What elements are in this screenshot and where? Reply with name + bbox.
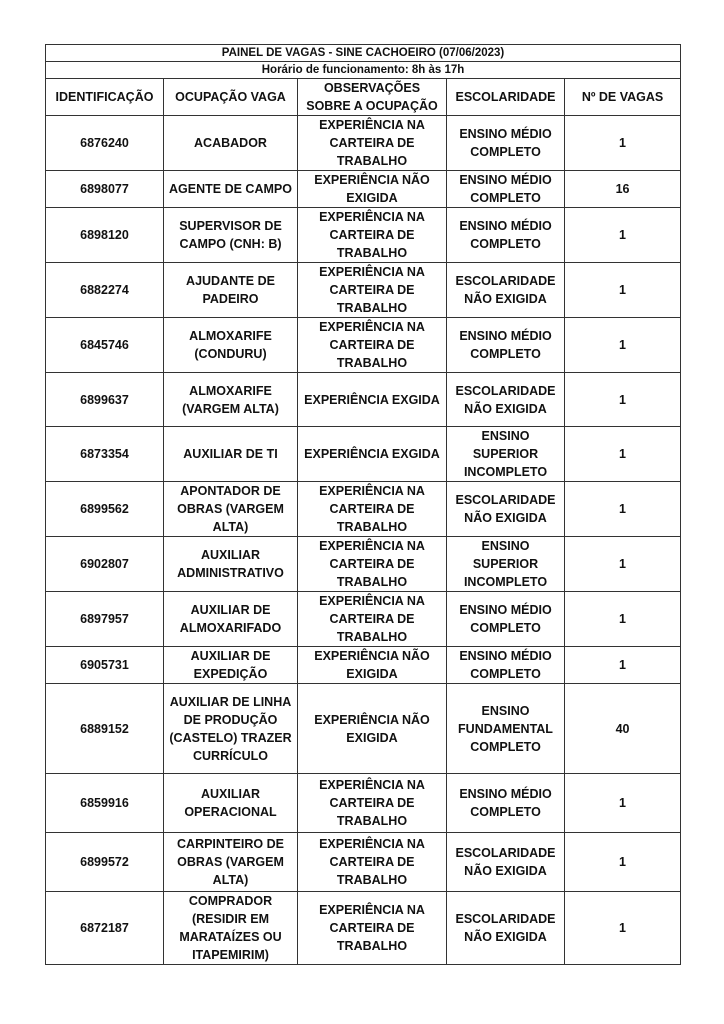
table-row <box>46 373 681 427</box>
row-id: 6898077 <box>46 171 164 208</box>
row-vacancies: 1 <box>565 647 681 684</box>
row-vacancies: 1 <box>565 208 681 263</box>
row-observation: EXPERIÊNCIA EXGIDA <box>298 427 447 482</box>
table-row <box>46 482 681 537</box>
row-vacancies: 16 <box>565 171 681 208</box>
column-header-id: IDENTIFICAÇÃO <box>46 79 164 116</box>
panel-title: PAINEL DE VAGAS - SINE CACHOEIRO (07/06/2023) <box>46 45 681 62</box>
row-education: ENSINO MÉDIO COMPLETO <box>447 318 565 373</box>
table-row <box>46 318 681 373</box>
opening-hours: Horário de funcionamento: 8h às 17h <box>46 62 681 79</box>
row-occupation: AUXILIAR DE ALMOXARIFADO <box>164 592 298 647</box>
table-row <box>46 592 681 647</box>
table-row <box>46 116 681 171</box>
table-row <box>46 427 681 482</box>
row-occupation: AUXILIAR ADMINISTRATIVO <box>164 537 298 592</box>
row-education: ESCOLARIDADE NÃO EXIGIDA <box>447 833 565 892</box>
row-vacancies: 1 <box>565 263 681 318</box>
table-row <box>46 774 681 833</box>
row-vacancies: 1 <box>565 482 681 537</box>
row-education: ENSINO SUPERIOR INCOMPLETO <box>447 537 565 592</box>
row-observation: EXPERIÊNCIA NA CARTEIRA DE TRABALHO <box>298 892 447 965</box>
row-observation: EXPERIÊNCIA NA CARTEIRA DE TRABALHO <box>298 208 447 263</box>
row-id: 6898120 <box>46 208 164 263</box>
row-id: 6859916 <box>46 774 164 833</box>
row-observation: EXPERIÊNCIA NA CARTEIRA DE TRABALHO <box>298 482 447 537</box>
header-row <box>46 79 681 116</box>
row-occupation: AGENTE DE CAMPO <box>164 171 298 208</box>
column-header-vacancies: Nº DE VAGAS <box>565 79 681 116</box>
row-vacancies: 1 <box>565 537 681 592</box>
row-observation: EXPERIÊNCIA NA CARTEIRA DE TRABALHO <box>298 318 447 373</box>
row-observation: EXPERIÊNCIA NA CARTEIRA DE TRABALHO <box>298 592 447 647</box>
row-education: ESCOLARIDADE NÃO EXIGIDA <box>447 373 565 427</box>
row-occupation: AJUDANTE DE PADEIRO <box>164 263 298 318</box>
row-observation: EXPERIÊNCIA NA CARTEIRA DE TRABALHO <box>298 774 447 833</box>
row-occupation: COMPRADOR (RESIDIR EM MARATAÍZES OU ITAPEMIRIM) <box>164 892 298 965</box>
row-vacancies: 1 <box>565 373 681 427</box>
row-education: ENSINO FUNDAMENTAL COMPLETO <box>447 684 565 774</box>
row-id: 6889152 <box>46 684 164 774</box>
table-row <box>46 537 681 592</box>
row-observation: EXPERIÊNCIA NÃO EXIGIDA <box>298 171 447 208</box>
row-id: 6899637 <box>46 373 164 427</box>
row-observation: EXPERIÊNCIA NA CARTEIRA DE TRABALHO <box>298 116 447 171</box>
row-occupation: CARPINTEIRO DE OBRAS (VARGEM ALTA) <box>164 833 298 892</box>
table-row <box>46 647 681 684</box>
column-header-observations: OBSERVAÇÕES SOBRE A OCUPAÇÃO <box>298 79 447 116</box>
row-education: ESCOLARIDADE NÃO EXIGIDA <box>447 263 565 318</box>
row-education: ENSINO MÉDIO COMPLETO <box>447 171 565 208</box>
row-id: 6902807 <box>46 537 164 592</box>
table-row <box>46 171 681 208</box>
row-id: 6873354 <box>46 427 164 482</box>
row-observation: EXPERIÊNCIA NA CARTEIRA DE TRABALHO <box>298 263 447 318</box>
row-observation: EXPERIÊNCIA NÃO EXIGIDA <box>298 647 447 684</box>
column-header-occupation: OCUPAÇÃO VAGA <box>164 79 298 116</box>
row-education: ENSINO MÉDIO COMPLETO <box>447 592 565 647</box>
row-id: 6897957 <box>46 592 164 647</box>
table-row <box>46 208 681 263</box>
row-occupation: ALMOXARIFE (CONDURU) <box>164 318 298 373</box>
row-occupation: SUPERVISOR DE CAMPO (CNH: B) <box>164 208 298 263</box>
table-row <box>46 263 681 318</box>
row-vacancies: 1 <box>565 833 681 892</box>
row-occupation: AUXILIAR DE EXPEDIÇÃO <box>164 647 298 684</box>
row-id: 6905731 <box>46 647 164 684</box>
row-id: 6872187 <box>46 892 164 965</box>
row-vacancies: 1 <box>565 774 681 833</box>
row-observation: EXPERIÊNCIA NA CARTEIRA DE TRABALHO <box>298 833 447 892</box>
row-observation: EXPERIÊNCIA NÃO EXIGIDA <box>298 684 447 774</box>
row-vacancies: 1 <box>565 427 681 482</box>
row-education: ENSINO SUPERIOR INCOMPLETO <box>447 427 565 482</box>
title-row <box>46 45 681 62</box>
row-vacancies: 1 <box>565 116 681 171</box>
row-education: ESCOLARIDADE NÃO EXIGIDA <box>447 482 565 537</box>
hours-row <box>46 62 681 79</box>
row-vacancies: 1 <box>565 592 681 647</box>
row-education: ENSINO MÉDIO COMPLETO <box>447 116 565 171</box>
table-row <box>46 892 681 965</box>
row-id: 6882274 <box>46 263 164 318</box>
row-observation: EXPERIÊNCIA NA CARTEIRA DE TRABALHO <box>298 537 447 592</box>
row-occupation: APONTADOR DE OBRAS (VARGEM ALTA) <box>164 482 298 537</box>
row-id: 6899562 <box>46 482 164 537</box>
row-vacancies: 40 <box>565 684 681 774</box>
job-vacancies-table <box>45 44 681 965</box>
row-occupation: AUXILIAR DE TI <box>164 427 298 482</box>
row-vacancies: 1 <box>565 892 681 965</box>
row-occupation: ALMOXARIFE (VARGEM ALTA) <box>164 373 298 427</box>
row-education: ENSINO MÉDIO COMPLETO <box>447 647 565 684</box>
row-id: 6899572 <box>46 833 164 892</box>
column-header-education: ESCOLARIDADE <box>447 79 565 116</box>
row-education: ENSINO MÉDIO COMPLETO <box>447 208 565 263</box>
row-id: 6845746 <box>46 318 164 373</box>
row-occupation: AUXILIAR DE LINHA DE PRODUÇÃO (CASTELO) TRAZER CURRÍCULO <box>164 684 298 774</box>
table-row <box>46 684 681 774</box>
row-occupation: ACABADOR <box>164 116 298 171</box>
row-education: ENSINO MÉDIO COMPLETO <box>447 774 565 833</box>
row-occupation: AUXILIAR OPERACIONAL <box>164 774 298 833</box>
row-vacancies: 1 <box>565 318 681 373</box>
row-id: 6876240 <box>46 116 164 171</box>
row-education: ESCOLARIDADE NÃO EXIGIDA <box>447 892 565 965</box>
table-row <box>46 833 681 892</box>
row-observation: EXPERIÊNCIA EXGIDA <box>298 373 447 427</box>
